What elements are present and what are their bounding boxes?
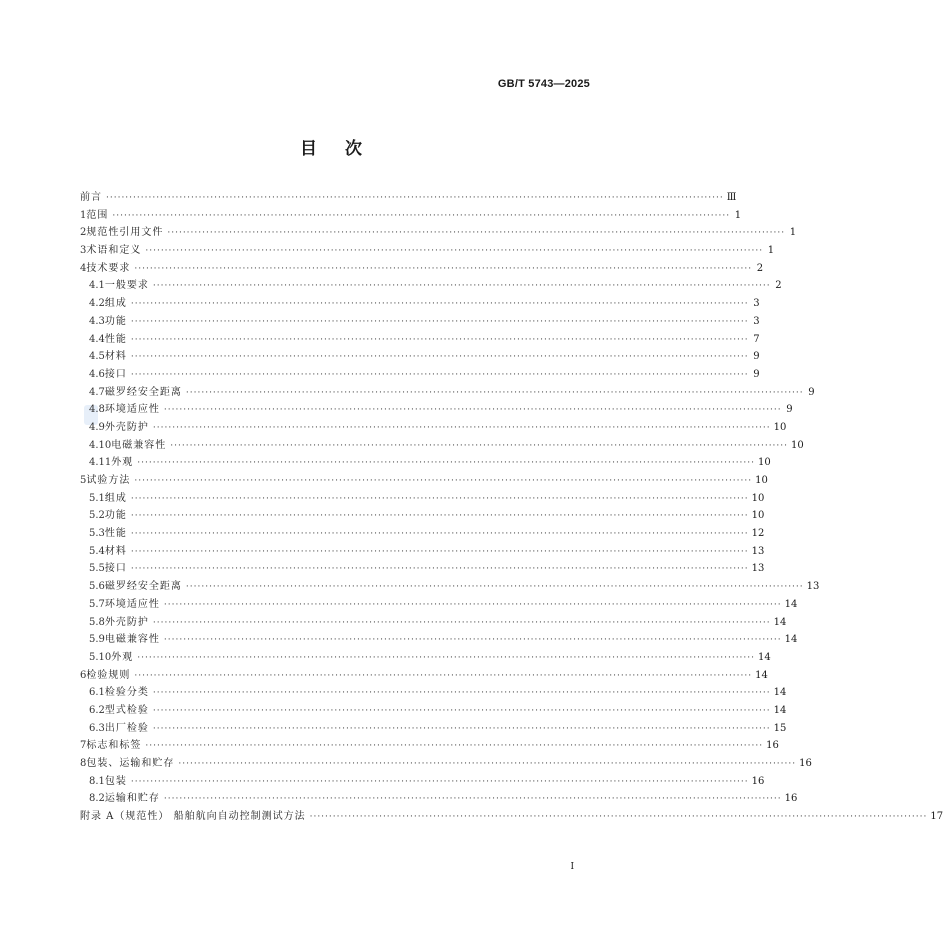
toc-entry-number: 4.1 — [89, 280, 105, 292]
toc-entry-number: 4.7 — [89, 386, 105, 398]
toc-entry-page: 2 — [756, 262, 764, 274]
toc-entry[interactable] — [80, 720, 787, 738]
toc-entry[interactable] — [80, 507, 765, 525]
toc-entry-number: 3 — [80, 245, 87, 257]
toc-entry-page: 16 — [784, 793, 798, 805]
toc-entry-label: 磁罗经安全距离 — [104, 581, 182, 593]
toc-entry-page: 10 — [758, 457, 771, 469]
toc-entry-label: 性能 — [104, 528, 127, 540]
toc-entry-number: 2 — [80, 227, 87, 239]
toc-entry[interactable] — [80, 189, 737, 207]
toc-leader-dots: ································································································································································ — [130, 369, 749, 380]
toc-entry-page: 1 — [789, 227, 797, 239]
toc-leader-dots: ································································································································································ — [130, 529, 749, 540]
toc-entry-number: 6.3 — [89, 722, 105, 734]
toc-entry-page: 2 — [775, 280, 782, 292]
toc-entry[interactable] — [80, 348, 760, 366]
toc-entry-page: 14 — [784, 598, 798, 610]
toc-entry[interactable] — [80, 207, 742, 225]
toc-entry[interactable] — [80, 790, 798, 808]
toc-leader-dots: ································································································································································ — [130, 493, 749, 504]
toc-entry[interactable] — [80, 419, 787, 437]
table-of-contents — [80, 189, 943, 826]
toc-entry-page: 15 — [773, 722, 787, 734]
toc-entry-label: 规范性引用文件 — [86, 227, 164, 239]
toc-entry[interactable] — [80, 401, 793, 419]
toc-entry-label: 材料 — [104, 351, 127, 363]
toc-entry[interactable] — [80, 773, 765, 791]
toc-entry-number: 4.6 — [89, 368, 105, 380]
toc-entry[interactable] — [80, 366, 760, 384]
toc-entry-page: Ⅲ — [726, 192, 737, 203]
toc-entry-label: 附录 A（规范性） 船舶航向自动控制测试方法 — [80, 811, 306, 823]
toc-leader-dots: ································································································································································ — [130, 352, 749, 363]
toc-leader-dots: ································································································································································ — [163, 635, 782, 646]
toc-entry-label: 运输和贮存 — [104, 793, 160, 805]
toc-entry[interactable] — [80, 560, 765, 578]
toc-entry-page: 10 — [791, 439, 804, 451]
toc-entry-number: 5.6 — [89, 581, 105, 593]
toc-entry-number: 4.4 — [89, 333, 105, 345]
toc-leader-dots: ································································································································································ — [137, 458, 755, 469]
toc-entry-label: 检验分类 — [104, 687, 149, 699]
toc-entry-page: 10 — [751, 510, 765, 522]
toc-entry-number: 8 — [80, 758, 87, 769]
toc-leader-dots: ································································································································································ — [152, 705, 771, 716]
toc-leader-dots: ································································································································································ — [170, 440, 788, 451]
toc-leader-dots: ································································································································································ — [130, 564, 749, 575]
toc-entry[interactable] — [80, 596, 798, 614]
toc-entry-page: 9 — [753, 368, 760, 380]
toc-entry-number: 5.5 — [89, 563, 105, 575]
page-title: 目次 — [300, 139, 390, 159]
toc-entry-number: 5 — [80, 475, 87, 486]
toc-entry-label: 检验规则 — [86, 669, 131, 681]
toc-entry[interactable] — [80, 260, 764, 278]
toc-entry-number: 1 — [80, 209, 87, 221]
toc-entry[interactable] — [80, 295, 760, 313]
toc-entry[interactable] — [80, 578, 820, 596]
toc-entry-page: 16 — [799, 758, 812, 769]
toc-entry-label: 外壳防护 — [104, 616, 149, 628]
page-number: Ⅰ — [570, 862, 574, 872]
toc-leader-dots: ································································································································································ — [163, 405, 782, 416]
toc-leader-dots: ································································································································································ — [152, 422, 771, 433]
toc-entry-label: 外观 — [111, 457, 134, 469]
toc-entry-label: 范围 — [86, 209, 109, 221]
toc-entry-page: 1 — [767, 245, 775, 257]
toc-entry-number: 4.5 — [89, 351, 105, 363]
toc-leader-dots: ································································································································································ — [130, 546, 749, 557]
toc-entry-label: 术语和定义 — [86, 245, 142, 257]
toc-entry-label: 技术要求 — [86, 262, 131, 274]
toc-entry-number: 6.2 — [89, 704, 105, 716]
toc-entry-page: 14 — [755, 669, 768, 681]
toc-entry-label: 电磁兼容性 — [104, 634, 160, 646]
toc-entry-label: 功能 — [104, 510, 127, 522]
toc-entry-label: 型式检验 — [104, 704, 149, 716]
toc-entry-number: 4 — [80, 262, 87, 274]
toc-entry-label: 试验方法 — [86, 475, 131, 486]
toc-entry-number: 5.2 — [89, 510, 105, 522]
toc-entry[interactable] — [80, 543, 765, 561]
toc-entry-number: 5.1 — [89, 492, 105, 504]
toc-entry-label: 磁罗经安全距离 — [104, 386, 182, 398]
toc-entry[interactable] — [80, 490, 765, 508]
toc-entry-page: 10 — [751, 492, 765, 504]
toc-entry-page: 13 — [751, 545, 765, 557]
toc-entry-page: 9 — [786, 404, 793, 416]
toc-leader-dots: ································································································································································ — [163, 794, 782, 805]
toc-entry-page: 10 — [755, 475, 768, 486]
toc-entry-number: 4.10 — [89, 439, 112, 451]
standard-code: GB/T 5743—2025 — [497, 78, 590, 90]
toc-entry-page: 9 — [753, 351, 760, 363]
toc-entry[interactable] — [80, 525, 765, 543]
toc-leader-dots: ································································································································································ — [185, 582, 804, 593]
toc-entry-page: 13 — [806, 581, 820, 593]
toc-entry-page: 12 — [751, 528, 765, 540]
toc-entry-page: 16 — [766, 740, 779, 752]
toc-leader-dots: ································································································································································ — [134, 476, 753, 486]
toc-entry-label: 功能 — [104, 315, 127, 327]
toc-entry[interactable] — [80, 454, 771, 472]
toc-entry-label: 电磁兼容性 — [111, 439, 167, 451]
toc-leader-dots: ································································································································································ — [112, 210, 731, 221]
toc-entry[interactable] — [80, 684, 787, 702]
toc-leader-dots: ································································································································································ — [152, 688, 771, 699]
toc-entry[interactable] — [80, 313, 760, 331]
toc-entry-label: 组成 — [104, 492, 127, 504]
toc-entry[interactable] — [80, 649, 771, 667]
toc-leader-dots: ································································································································································ — [106, 193, 724, 203]
toc-entry[interactable] — [80, 667, 768, 685]
toc-leader-dots: ································································································································································ — [130, 299, 749, 310]
toc-leader-dots: ································································································································································ — [130, 511, 749, 522]
toc-leader-dots: ································································································································································ — [145, 246, 764, 257]
toc-entry-number: 5.7 — [89, 598, 105, 610]
toc-entry-page: 9 — [808, 386, 815, 398]
toc-entry-label: 环境适应性 — [104, 404, 160, 416]
toc-leader-dots: ································································································································································ — [178, 759, 797, 769]
toc-entry-label: 外观 — [111, 651, 134, 663]
toc-entry-label: 一般要求 — [104, 280, 149, 292]
toc-leader-dots: ································································································································································ — [134, 670, 753, 681]
toc-entry-page: 3 — [753, 315, 760, 327]
toc-entry-page: 17 — [930, 811, 943, 823]
toc-entry[interactable] — [80, 384, 815, 402]
toc-entry-page: 13 — [751, 563, 765, 575]
toc-entry[interactable] — [80, 631, 798, 649]
toc-entry-number: 6.1 — [89, 687, 105, 699]
toc-entry-page: 14 — [784, 634, 798, 646]
toc-entry[interactable] — [80, 702, 787, 720]
toc-entry[interactable] — [80, 277, 782, 295]
toc-entry-number: 5.10 — [89, 651, 112, 663]
toc-entry-page: 3 — [753, 298, 760, 310]
toc-entry-page: 14 — [773, 687, 787, 699]
toc-entry-page: 14 — [773, 704, 787, 716]
toc-entry-page: 7 — [753, 333, 760, 345]
toc-entry-number: 4.8 — [89, 404, 105, 416]
toc-entry-page: 1 — [734, 209, 742, 221]
toc-entry-label: 外壳防护 — [104, 421, 149, 433]
toc-leader-dots: ································································································································································ — [152, 617, 771, 628]
toc-entry-label: 材料 — [104, 545, 127, 557]
toc-entry[interactable] — [80, 437, 804, 455]
toc-entry-label: 包装 — [104, 775, 127, 787]
toc-leader-dots: ································································································································································ — [137, 652, 755, 663]
toc-leader-dots: ································································································································································ — [130, 316, 749, 327]
toc-leader-dots: ································································································································································ — [163, 599, 782, 610]
toc-entry-number: 4.9 — [89, 421, 105, 433]
toc-entry-label: 环境适应性 — [104, 598, 160, 610]
toc-entry[interactable] — [80, 242, 775, 260]
toc-entry-number: 5.4 — [89, 545, 105, 557]
toc-entry[interactable] — [80, 614, 787, 632]
toc-leader-dots: ································································································································································ — [152, 723, 771, 734]
toc-entry-number: 4.3 — [89, 315, 105, 327]
toc-entry-number: 6 — [80, 669, 87, 681]
toc-entry-label: 包装、运输和贮存 — [86, 758, 175, 769]
toc-leader-dots: ································································································································································ — [134, 263, 753, 274]
toc-entry-number: 8.1 — [89, 775, 105, 787]
toc-entry-label: 标志和标签 — [86, 740, 142, 752]
toc-entry-number: 5.9 — [89, 634, 105, 646]
toc-entry-label: 组成 — [104, 298, 127, 310]
toc-entry-number: 4.11 — [89, 457, 112, 469]
toc-entry[interactable] — [80, 755, 812, 773]
toc-entry-page: 10 — [773, 421, 787, 433]
toc-entry-number: 5.8 — [89, 616, 105, 628]
toc-entry-number: 7 — [80, 740, 87, 752]
toc-leader-dots: ································································································································································ — [309, 812, 928, 823]
toc-entry-label: 性能 — [104, 333, 127, 345]
toc-entry-page: 14 — [758, 651, 771, 663]
toc-leader-dots: ································································································································································ — [130, 776, 749, 787]
toc-entry[interactable] — [80, 224, 797, 242]
toc-entry[interactable] — [80, 808, 943, 826]
toc-leader-dots: ································································································································································ — [130, 334, 749, 345]
toc-entry-number: 5.3 — [89, 528, 105, 540]
toc-leader-dots: ································································································································································ — [145, 741, 764, 752]
toc-leader-dots: ································································································································································ — [185, 387, 804, 398]
toc-entry-number: 4.2 — [89, 298, 105, 310]
toc-entry-page: 14 — [773, 616, 787, 628]
toc-entry[interactable] — [80, 331, 760, 349]
toc-leader-dots: ································································································································································ — [152, 281, 771, 292]
toc-leader-dots: ································································································································································ — [167, 228, 786, 239]
toc-entry-page: 16 — [751, 775, 765, 787]
toc-entry-label: 前言 — [80, 192, 102, 203]
toc-entry-label: 接口 — [104, 368, 127, 380]
toc-entry-label: 接口 — [104, 563, 127, 575]
toc-entry[interactable] — [80, 472, 768, 490]
toc-entry-number: 8.2 — [89, 793, 105, 805]
toc-entry[interactable] — [80, 737, 779, 755]
toc-entry-label: 出厂检验 — [104, 722, 149, 734]
